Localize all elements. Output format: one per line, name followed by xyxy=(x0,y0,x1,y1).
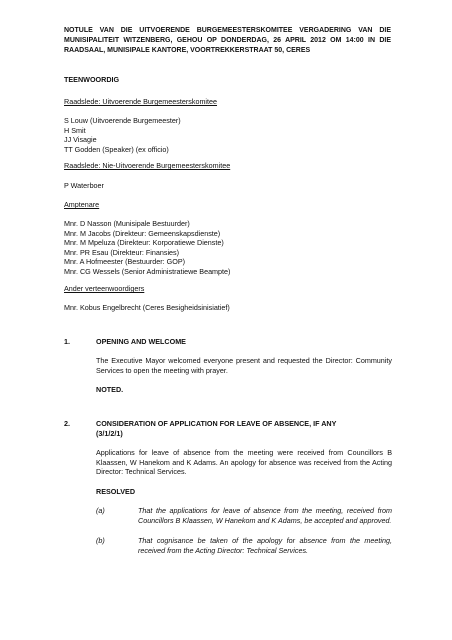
list-item: Mnr. M Jacobs (Direkteur: Gemeenskapsdienste) xyxy=(64,228,221,238)
present-heading: TEENWOORDIG xyxy=(64,75,120,84)
list-item: Mnr. CG Wessels (Senior Administratiewe Beampte) xyxy=(64,266,231,276)
document-title: NOTULE VAN DIE UITVOERENDE BURGEMEESTERSKOMITEE VERGADERING VAN DIE MUNISIPALITEIT WITZENBERG, GEHOU OP DONDERDAG, 26 APRIL 2012 OM 14:00 IN DIE RAADSAAL, MUNISIPALE KANTORE, VOORTREKKERSTRAAT 50, CERES xyxy=(64,27,391,54)
item-heading: CONSIDERATION OF APPLICATION FOR LEAVE OF ABSENCE, IF ANY xyxy=(96,419,337,428)
item-heading: OPENING AND WELCOME xyxy=(96,337,186,346)
noted-label: NOTED. xyxy=(96,385,124,394)
resolved-label: RESOLVED xyxy=(96,487,136,496)
list-item: Mnr. A Hofmeester (Bestuurder: GOP) xyxy=(64,257,186,267)
list-item: S Louw (Uitvoerende Burgemeester) xyxy=(64,116,181,125)
officials-label: Amptenare xyxy=(64,200,100,209)
nonexec-committee-label: Raadslede: Nie-Uitvoerende Burgemeesterskomitee xyxy=(64,161,231,170)
others-label: Ander verteenwoordigers xyxy=(64,284,145,293)
resolution-text: That the applications for leave of absence from the meeting, received from Councillors B Klaassen, W Hanekom and K Adams, be accepted and approved. xyxy=(138,506,392,525)
item-number: 1. xyxy=(64,337,70,346)
exec-members-list xyxy=(64,116,181,154)
list-item: Mnr. PR Esau (Direkteur: Finansies) xyxy=(64,247,180,257)
list-item: TT Godden (Speaker) (ex officio) xyxy=(64,144,169,154)
item-text: Applications for leave of absence from the meeting were received from Councillors B Klaassen, W Hanekom and K Adams. An apology for absence was received from the Acting Director: Technical Services. xyxy=(96,448,392,477)
resolution-text: That cognisance be taken of the apology for absence from the meeting, received from the Acting Director: Technical Services. xyxy=(138,536,392,555)
list-item: Mnr. M Mpeluza (Direkteur: Korporatiewe Dienste) xyxy=(64,238,224,248)
item-reference: (3/1/2/1) xyxy=(96,429,123,438)
item-text: The Executive Mayor welcomed everyone present and requested the Director: Community Services to open the meeting with prayer. xyxy=(96,356,392,375)
officials-list xyxy=(64,219,230,277)
list-item: JJ Visagie xyxy=(64,135,97,145)
item-number: 2. xyxy=(64,419,70,428)
list-item: Mnr. D Nasson (Munisipale Bestuurder) xyxy=(64,219,190,228)
list-item: H Smit xyxy=(64,125,86,135)
resolution-label: (b) xyxy=(96,536,105,545)
exec-committee-label: Raadslede: Uitvoerende Burgemeesterskomitee xyxy=(64,97,218,106)
list-item: P Waterboer xyxy=(64,181,104,190)
resolution-label: (a) xyxy=(96,506,105,515)
list-item: Mnr. Kobus Engelbrecht (Ceres Besigheidsinisiatief) xyxy=(64,303,230,312)
